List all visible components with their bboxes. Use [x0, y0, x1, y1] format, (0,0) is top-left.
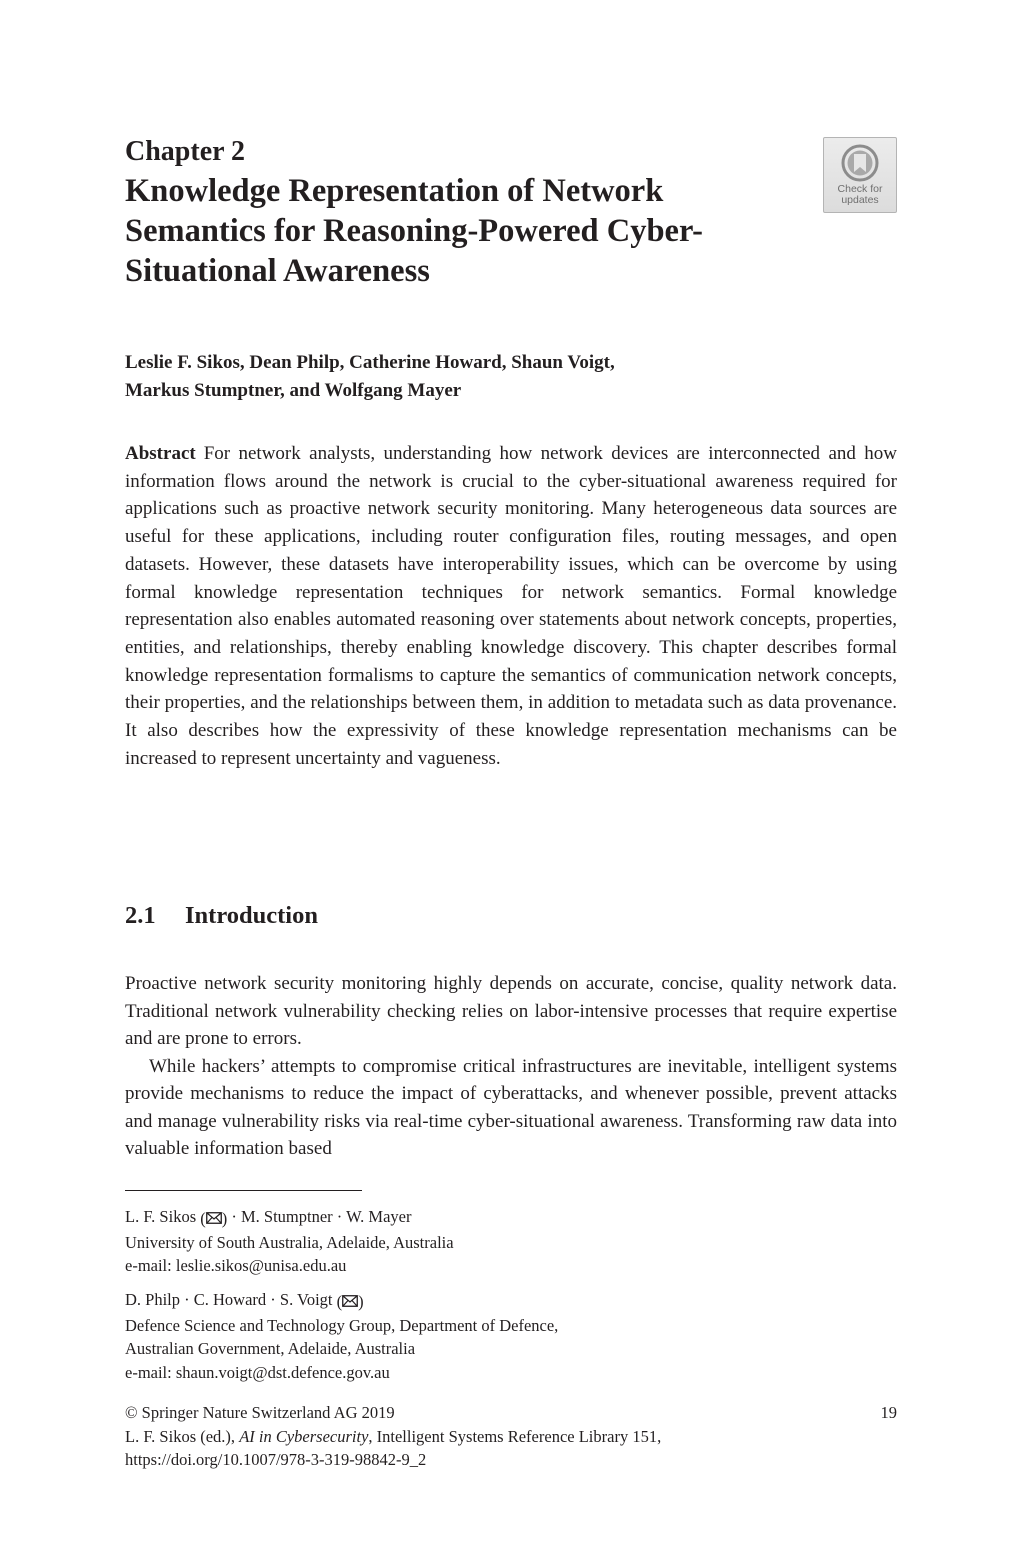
affiliation-block: D. Philp · C. Howard · S. Voigt ( ) Defence Science and Technology Group, Department of Defence, Australian Government, Adelaide, Australia e-mail: shaun.voigt@dst.defence.gov.au — [125, 1288, 825, 1384]
section-title: Introduction — [185, 902, 318, 929]
citation-line: L. F. Sikos (ed.), AI in Cybersecurity, Intelligent Systems Reference Library 151, — [125, 1426, 662, 1446]
chapter-label: Chapter 2 — [125, 136, 246, 167]
author-line: Leslie F. Sikos, Dean Philp, Catherine Howard, Shaun Voigt, — [125, 352, 615, 373]
introduction-body — [125, 970, 897, 1163]
affiliation-org: Defence Science and Technology Group, Department of Defence, — [125, 1315, 559, 1335]
copyright-block — [125, 1401, 897, 1472]
affiliation-email[interactable]: e-mail: leslie.sikos@unisa.edu.au — [125, 1256, 347, 1275]
abstract-text: For network analysts, understanding how network devices are interconnected and how information flows around the network is crucial to the cyber-situational awareness required for applications such as proactive network security monitoring. Many heterogeneous data sources are useful for these applications, including router configuration files, routing messages, and open datasets. However, these datasets have interoperability issues, which can be overcome by using formal knowledge representation techniques for network semantics. Formal knowledge representation also enables automated reasoning over statements about network concepts, properties, entities, and relationships, thereby enabling knowledge discovery. This chapter describes formal knowledge representation formalisms to capture the semantics of communication network concepts, their properties, and the relationships between them, in addition to metadata such as data provenance. It also describes how the expressivity of these knowledge representation mechanisms can be increased to represent uncertainty and vagueness. — [125, 443, 897, 769]
affiliation-org: Australian Government, Adelaide, Australia — [125, 1339, 416, 1358]
section-number: 2.1 — [125, 902, 156, 929]
copyright-line: © Springer Nature Switzerland AG 2019 — [125, 1403, 395, 1422]
paragraph: Proactive network security monitoring highly depends on accurate, concise, quality network data. Traditional network vulnerability checking relies on labor-intensive processes that require expertise and are prone to errors. — [125, 973, 897, 1049]
affiliation-org: University of South Australia, Adelaide, Australia — [125, 1232, 454, 1252]
abstract-label: Abstract — [125, 443, 196, 464]
paragraph: While hackers’ attempts to compromise critical infrastructures are inevitable, intelligent systems provide mechanisms to reduce the impact of cyberattacks, and whenever possible, prevent attacks and manage vulnerability risks via real-time cyber-situational awareness. Transforming raw data into valuable information based — [125, 1055, 897, 1159]
doi-link[interactable]: https://doi.org/10.1007/978-3-319-98842-9_2 — [125, 1450, 427, 1469]
envelope-icon: ( ) — [336, 1292, 364, 1311]
section-heading — [125, 901, 318, 931]
page-number: 19 — [880, 1403, 897, 1422]
affiliation-block: L. F. Sikos ( ) · M. Stumptner · W. Mayer University of South Australia, Adelaide, Australia e-mail: leslie.sikos@unisa.edu.au — [125, 1205, 825, 1278]
book-title: AI in Cybersecurity — [239, 1426, 369, 1446]
chapter-title: Knowledge Representation of Network Semantics for Reasoning-Powered Cyber-Situational Awareness — [125, 173, 704, 289]
bookmark-circle-icon — [841, 144, 879, 182]
abstract — [125, 440, 897, 772]
author-line: Markus Stumptner, and Wolfgang Mayer — [125, 380, 462, 401]
author-list — [125, 349, 897, 405]
check-for-updates-badge[interactable] — [823, 137, 897, 213]
check-for-updates-text: Check for updates — [837, 183, 883, 206]
footnote-divider — [125, 1190, 362, 1191]
affiliation-email[interactable]: e-mail: shaun.voigt@dst.defence.gov.au — [125, 1362, 390, 1382]
envelope-icon: ( ) — [200, 1209, 228, 1228]
